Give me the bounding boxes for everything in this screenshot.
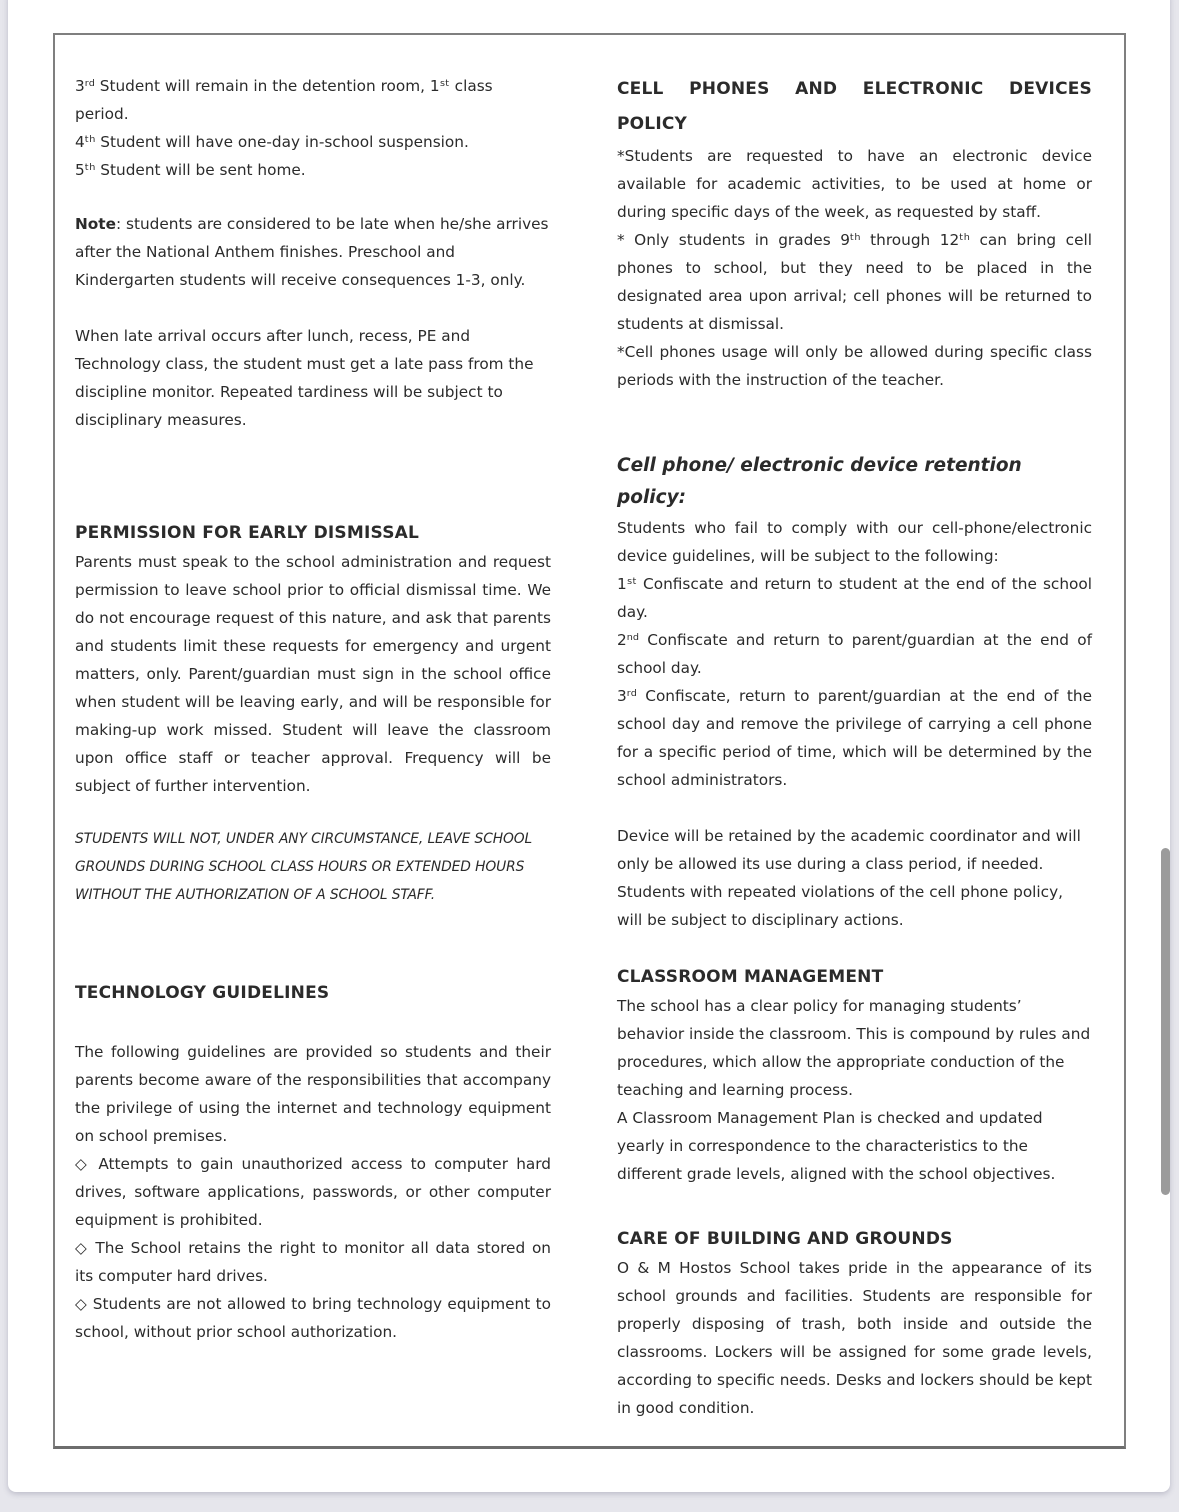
care-heading: CARE OF BUILDING AND GROUNDS bbox=[617, 1229, 953, 1249]
late-arrival-paragraph: When late arrival occurs after lunch, recess, PE and Technology class, the student must get a late pass from the discipline monitor. Repeated tardiness will be subject to disciplinary measures. bbox=[75, 327, 534, 429]
right-column bbox=[617, 72, 1092, 1422]
care-paragraph: O & M Hostos School takes pride in the appearance of its school grounds and facilities. Students are responsible for properly disposing of trash, both inside and outside the classrooms. Lockers will be assigned for some grade levels, according to specific needs. Desks and lockers should be kept in good condition. bbox=[617, 1259, 1092, 1417]
early-dismissal-heading: PERMISSION FOR EARLY DISMISSAL bbox=[75, 523, 420, 543]
cell-policy-heading-line1: CELL PHONES AND ELECTRONIC DEVICES bbox=[617, 79, 1092, 99]
cell-policy-heading bbox=[617, 72, 1092, 142]
note-label: Note bbox=[75, 215, 116, 233]
left-column bbox=[75, 72, 551, 1422]
classroom-paragraph: A Classroom Management Plan is checked and updated yearly in correspondence to the characteristics to the different grade levels, aligned with the school objectives. bbox=[617, 1109, 1056, 1183]
cell-policy-point: *Cell phones usage will only be allowed during specific class periods with the instruction of the teacher. bbox=[617, 343, 1092, 389]
note-text: : students are considered to be late when he/she arrives after the National Anthem finishes. Preschool and Kindergarten students will receive consequences 1-3, only. bbox=[75, 215, 549, 289]
retention-step: 1ˢᵗ Confiscate and return to student at the end of the school day. bbox=[617, 575, 1092, 621]
retention-step: 2ⁿᵈ Confiscate and return to parent/guardian at the end of school day. bbox=[617, 631, 1092, 677]
content-border-frame bbox=[53, 33, 1126, 1449]
retention-note: Device will be retained by the academic coordinator and will only be allowed its use during a class period, if needed. Students with repeated violations of the cell phone policy, will be subject to disciplinary actions. bbox=[617, 827, 1081, 929]
consequence-item: 3ʳᵈ Student will remain in the detention room, 1ˢᵗ class period. bbox=[75, 77, 493, 123]
consequence-item: 5ᵗʰ Student will be sent home. bbox=[75, 161, 306, 179]
technology-rule: ◇ The School retains the right to monitor all data stored on its computer hard drives. bbox=[75, 1239, 551, 1285]
technology-intro: The following guidelines are provided so students and their parents become aware of the responsibilities that accompany the privilege of using the internet and technology equipment on school premises. bbox=[75, 1043, 551, 1145]
scrollbar-thumb[interactable] bbox=[1161, 848, 1170, 1195]
technology-heading: TECHNOLOGY GUIDELINES bbox=[75, 983, 330, 1003]
cell-policy-heading-line2: POLICY bbox=[617, 114, 688, 134]
retention-heading: Cell phone/ electronic device retention policy: bbox=[617, 455, 1022, 508]
cell-policy-point: * Only students in grades 9ᵗʰ through 12ᵗʰ can bring cell phones to school, but they need to be placed in the designated area upon arrival; cell phones will be returned to students at dismissal. bbox=[617, 231, 1092, 333]
note-paragraph bbox=[75, 210, 551, 294]
classroom-paragraph: The school has a clear policy for managing students’ behavior inside the classroom. This is compound by rules and procedures, which allow the appropriate conduction of the teaching and learning process. bbox=[617, 997, 1091, 1099]
no-leave-notice: STUDENTS WILL NOT, UNDER ANY CIRCUMSTANCE, LEAVE SCHOOL GROUNDS DURING SCHOOL CLASS HOURS OR EXTENDED HOURS WITHOUT THE AUTHORIZATION OF A SCHOOL STAFF. bbox=[75, 831, 533, 903]
retention-step: 3ʳᵈ Confiscate, return to parent/guardian at the end of the school day and remove the privilege of carrying a cell phone for a specific period of time, which will be determined by the school administrators. bbox=[617, 687, 1092, 789]
technology-rule: ◇ Students are not allowed to bring technology equipment to school, without prior school authorization. bbox=[75, 1295, 551, 1341]
early-dismissal-paragraph: Parents must speak to the school administration and request permission to leave school prior to official dismissal time. We do not encourage request of this nature, and ask that parents and students limit these requests for emergency and urgent matters, only. Parent/guardian must sign in the school office when student will be leaving early, and will be responsible for making-up work missed. Student will leave the classroom upon office staff or teacher approval. Frequency will be subject of further intervention. bbox=[75, 553, 551, 795]
classroom-heading: CLASSROOM MANAGEMENT bbox=[617, 967, 884, 987]
consequence-item: 4ᵗʰ Student will have one-day in-school suspension. bbox=[75, 133, 469, 151]
cell-policy-point: *Students are requested to have an electronic device available for academic activities, to be used at home or during specific days of the week, as requested by staff. bbox=[617, 147, 1092, 221]
technology-rule: ◇ Attempts to gain unauthorized access to computer hard drives, software applications, passwords, or other computer equipment is prohibited. bbox=[75, 1155, 551, 1229]
retention-intro: Students who fail to comply with our cell-phone/electronic device guidelines, will be subject to the following: bbox=[617, 519, 1092, 565]
